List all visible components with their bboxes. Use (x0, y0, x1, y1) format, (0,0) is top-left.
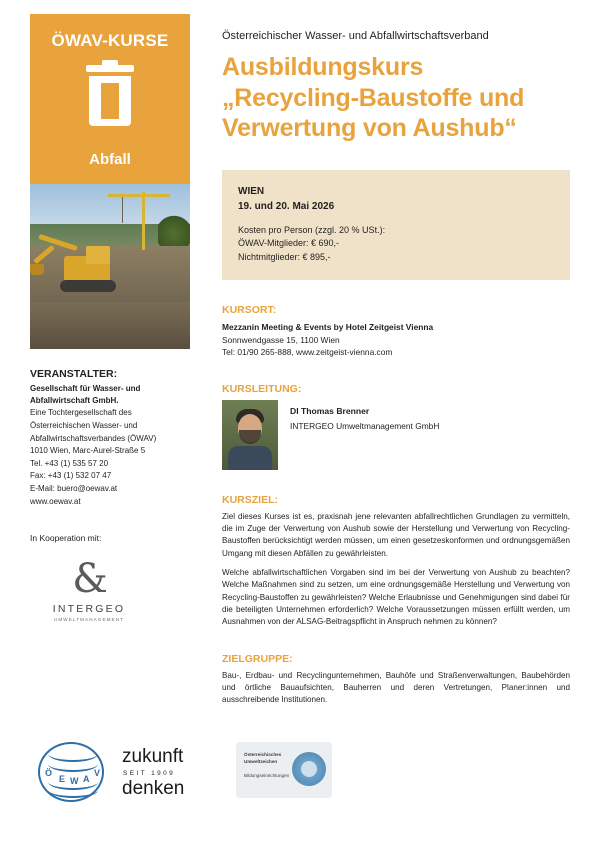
target-group-text: Bau-, Erdbau- und Recyclingunternehmen, Bauhöfe und Straßenverwaltungen, Baubehörden und örtliche Bauaufsichten, Bauherren und deren Vertretungen, Planer:innen und ausschreibende Institutionen. (222, 670, 570, 705)
umweltzeichen-line-2: Umweltzeichen (244, 758, 278, 764)
event-date: 19. und 20. Mai 2026 (238, 200, 335, 212)
organizer-email[interactable]: E-Mail: buero@oewav.at (30, 483, 118, 493)
cooperation-label: In Kooperation mit: (30, 533, 102, 544)
oewav-letter-3: A (83, 774, 90, 784)
page-title (222, 52, 570, 144)
ampersand-icon: & (72, 556, 106, 603)
member-price: ÖWAV-Mitglieder: € 690,- (238, 238, 340, 248)
partner-logo-intergeo (30, 556, 148, 623)
venue-name: Mezzanin Meeting & Events by Hotel Zeitgeist Vienna (222, 322, 434, 332)
umweltzeichen-logo (236, 742, 332, 798)
venue-address: Sonnwendgasse 15, 1100 Wien (222, 334, 340, 345)
oewav-logo (38, 742, 104, 802)
title-line-3: Verwertung von Aushub“ (222, 114, 517, 142)
oewav-letter-2: W (70, 776, 79, 786)
footer-logo-row (38, 740, 290, 810)
organizer-website[interactable]: www.oewav.at (30, 496, 81, 506)
target-group-heading: ZIELGRUPPE: (222, 652, 293, 665)
left-column (30, 14, 190, 622)
badge-category-label: Abfall (89, 151, 131, 168)
oewav-letter-4: V (94, 768, 101, 778)
organizer-line-1: Österreichischen Wasser- und (30, 420, 138, 430)
leader-organisation: INTERGEO Umweltmanagement GmbH (290, 420, 440, 431)
leader-heading: KURSLEITUNG: (222, 382, 302, 395)
zukunft-line-2: SEIT 1909 (123, 770, 176, 777)
organizer-line-0: Eine Tochtergesellschaft des (30, 408, 132, 418)
title-line-1: Ausbildungskurs (222, 53, 424, 81)
oewav-letter-0: Ö (45, 768, 53, 778)
organizer-line-3: 1010 Wien, Marc-Aurel-Straße 5 (30, 446, 146, 456)
partner-name: INTERGEO (52, 603, 126, 616)
goal-paragraph-2: Welche abfallwirtschaftlichen Vorgaben sind im bei der Verwertung von Aushub zu beachten? Welche Maßnahmen sind zu setzen, um eine ordnungsgemäße Herstellung und Verwertung von Recycling-Baustoffen zu gewährleisten? Welche Erlaubnisse und Genehmigungen sind dabei für die beteiligten Unternehmen erforderlich? Welche Voraussetzungen müssen erfüllt werden, um Ausnahmen von der ALSAG-Beitragspflicht in Anspruch nehmen zu können? (222, 568, 570, 627)
goal-paragraph-1: Ziel dieses Kurses ist es, praxisnah jene relevanten abfallrechtlichen Grundlagen zu vermitteln, die im Zuge der Verwertung von Aushub sowie der Herstellung und Verwertung von Recycling-Baustoffen berücksichtigt werden müssen, um einen gesetzeskonformen und ordnungsgemäßen Umgang mit diesen Abfällen zu gewährleisten. (222, 511, 570, 558)
event-city: WIEN (238, 185, 265, 197)
leader-name: DI Thomas Brenner (290, 405, 370, 416)
umweltzeichen-line-3: Bildungseinrichtungen (244, 772, 290, 778)
title-line-2: „Recycling-Baustoffe und (222, 83, 525, 112)
course-leader-block (222, 400, 570, 470)
zukunft-denken-logo (122, 746, 184, 800)
organizer-line-2: Abfallwirtschaftsverbandes (ÖWAV) (30, 433, 157, 443)
organizer-line-4: Tel. +43 (1) 535 57 20 (30, 458, 109, 468)
venue-heading: KURSORT: (222, 304, 277, 316)
event-info-box (222, 170, 570, 281)
zukunft-line-3: denken (122, 778, 185, 799)
umweltzeichen-line-1: Österreichisches (244, 752, 282, 757)
goal-heading: KURSZIEL: (222, 493, 278, 506)
nonmember-price: Nichtmitglieder: € 895,- (238, 251, 331, 262)
right-column (222, 30, 570, 706)
zukunft-line-1: zukunft (122, 746, 184, 767)
organizer-heading: VERANSTALTER: (30, 368, 118, 380)
cost-label: Kosten pro Person (zzgl. 20 % USt.): (238, 224, 386, 235)
organizer-line-5: Fax: +43 (1) 532 07 47 (30, 471, 112, 481)
badge-title: ÖWAV-KURSE (51, 31, 169, 50)
course-leader-portrait (222, 400, 278, 470)
organizer-name: Gesellschaft für Wasser- und Abfallwirtschaft GmbH. (30, 384, 141, 405)
course-category-badge (30, 14, 190, 184)
association-name: Österreichischer Wasser- und Abfallwirtschaftsverband (222, 30, 489, 42)
umweltzeichen-seal-icon (292, 752, 326, 786)
partner-subtitle: UMWELTMANAGEMENT (53, 617, 125, 623)
venue-contact[interactable]: Tel: 01/90 265-888, www.zeitgeist-vienna.com (222, 347, 393, 358)
waste-bin-icon (82, 65, 138, 127)
construction-site-photo (30, 184, 190, 349)
oewav-letter-1: E (59, 774, 66, 784)
